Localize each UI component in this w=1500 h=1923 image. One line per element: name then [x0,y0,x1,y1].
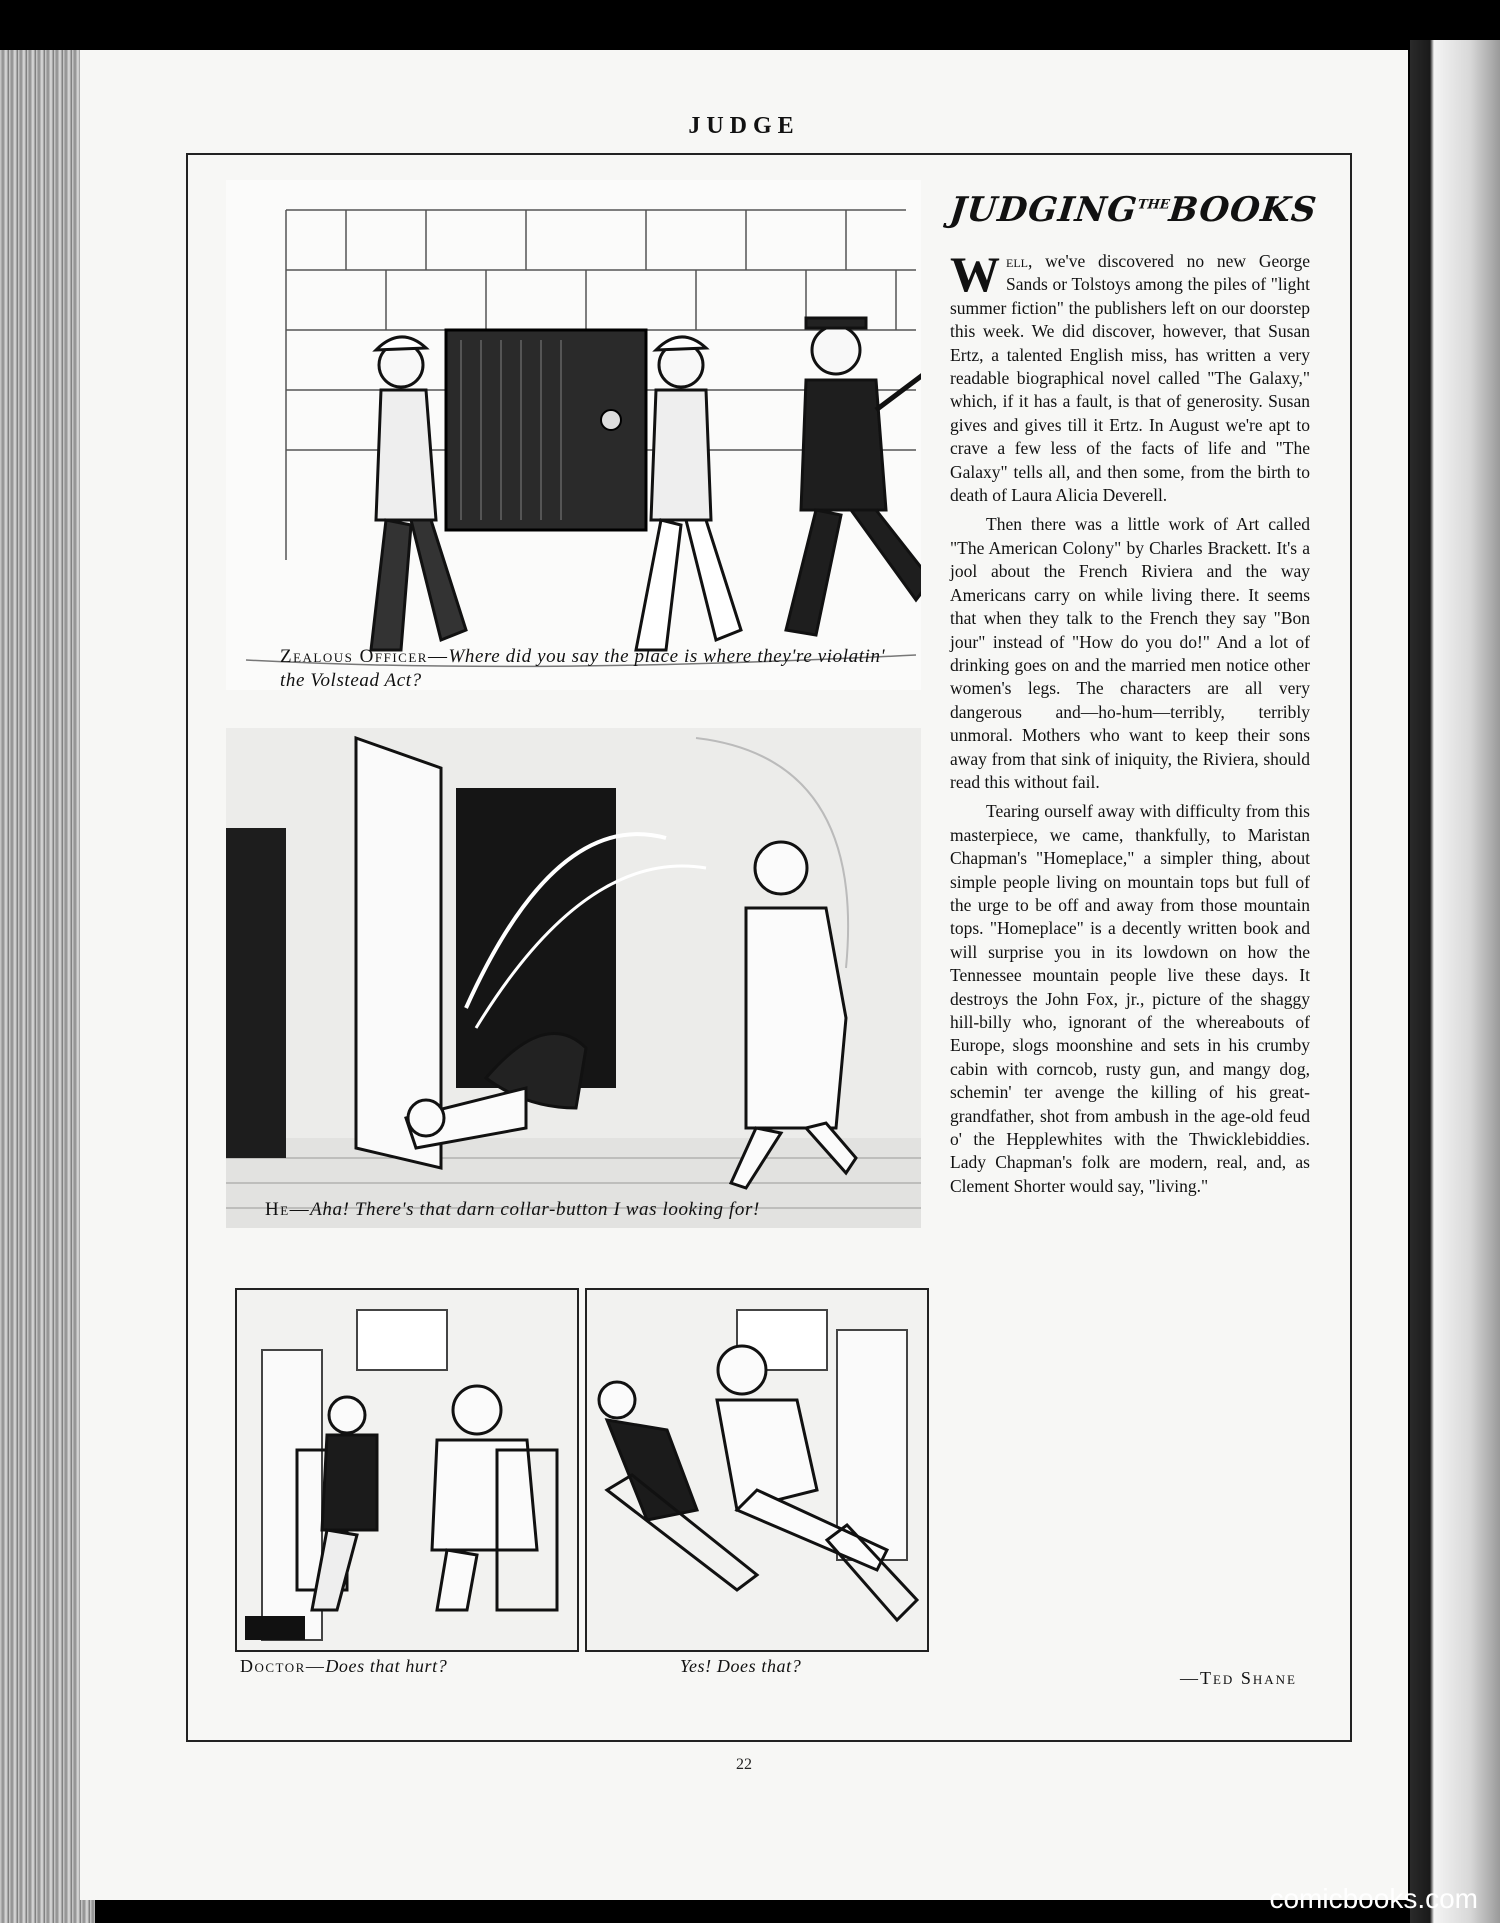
caption-1: Zealous Officer—Where did you say the place is where they're violatin' the Volstead Act? [280,646,886,691]
caption-4 [680,1654,880,1678]
magazine-page [80,50,1408,1900]
cartoon-doctor-right [585,1288,929,1652]
cartoon-doctor-left-drawing [237,1290,577,1650]
review-paragraph-3: Tearing ourself away with difficulty from this masterpiece, we came, thankfully, to Maristan Chapman's "Homeplace," a simpler thing, about simple people living on mountain tops but full of the urge to be off and away from those mountain tops. "Homeplace" is a decently written book and will surprise you in its lowdown on how the Tennessee mountain people live these days. It destroys the John Fox, jr., picture of the shaggy hill-billy who, ignorant of the whereabouts of Europe, slogs moonshine and sets in his crumby cabin with corncob, rusty gun, and mangy dog, schemin' ter avenge the killing of his great-grandfather, shot from ambush in the age-old feud o' the Hepplewhites with the Thwicklebiddies. Lady Chapman's folk are modern, real, and, as Clement Shorter would say, "living." [950,801,1310,1196]
caption-4-line: Yes! Does that? [680,1656,802,1676]
cartoon-doctor-left [235,1288,579,1652]
column-title-books: BOOKS [1167,190,1319,230]
author-signoff: —Ted Shane [1180,1668,1297,1688]
column-title-judging: JUDGING [947,190,1140,230]
review-paragraph-1 [950,246,1310,507]
column-title-the: THE [1137,197,1171,213]
cartoon-safe-movers-drawing [226,180,921,690]
caption-2: He—Aha! There's that darn collar-button I was looking for! [265,1199,760,1220]
caption-1-line: Where did you say the place is where they're violatin' the Volstead Act? [280,646,886,691]
caption-3-speaker: Doctor [240,1656,306,1676]
cartoon-collar-button-drawing [226,728,921,1228]
caption-2-speaker: He [265,1199,290,1220]
caption-3: Doctor—Does that hurt? [240,1656,448,1676]
page-number: 22 [736,1756,752,1773]
column-title [948,190,1322,230]
paragraph-1-text: we've discovered no new George Sands or Tolstoys among the piles of "light summer fiction" the publishers left on our doorstep this week. We did discover, however, that Susan Ertz, a talented English miss, has written a very readable biographical novel called "The Galaxy," which, if it has a fault, is that of generosity. Susan gives and gives till it Ertz. In August we're apt to crave a few less of the facts of life and "The Galaxy" tells all, and then some, from the birth to death of Laura Alicia Deverell. [950,251,1310,506]
lead-word: ell, [1006,251,1033,271]
dropcap: W [950,246,1000,302]
running-head: JUDGE [688,113,800,139]
watermark: comicbooks.com [1269,1883,1478,1914]
caption-2-line: Aha! There's that darn collar-button I was looking for! [310,1199,760,1220]
cartoon-safe-movers [226,180,921,690]
review-paragraph-2: Then there was a little work of Art called "The American Colony" by Charles Brackett. It's a jool about the French Riviera and the way Americans carry on while living there. It seems that when they talk to the French they say "Bon jour" instead of "How do you do!" And a lot of drinking goes on and the married men notice other women's legs. The characters are all very dangerous and—ho-hum—terribly, terribly unmoral. Mothers who want to keep their sons away from that sink of iniquity, the Riviera, should read this without fail. [950,514,1310,792]
book-right-edge [1410,40,1500,1923]
caption-1-speaker: Zealous Officer [280,646,428,667]
cartoon-doctor-right-drawing [587,1290,927,1650]
caption-3-line: Does that hurt? [325,1656,448,1676]
book-review-column [950,246,1310,1204]
cartoon-collar-button [226,728,921,1228]
